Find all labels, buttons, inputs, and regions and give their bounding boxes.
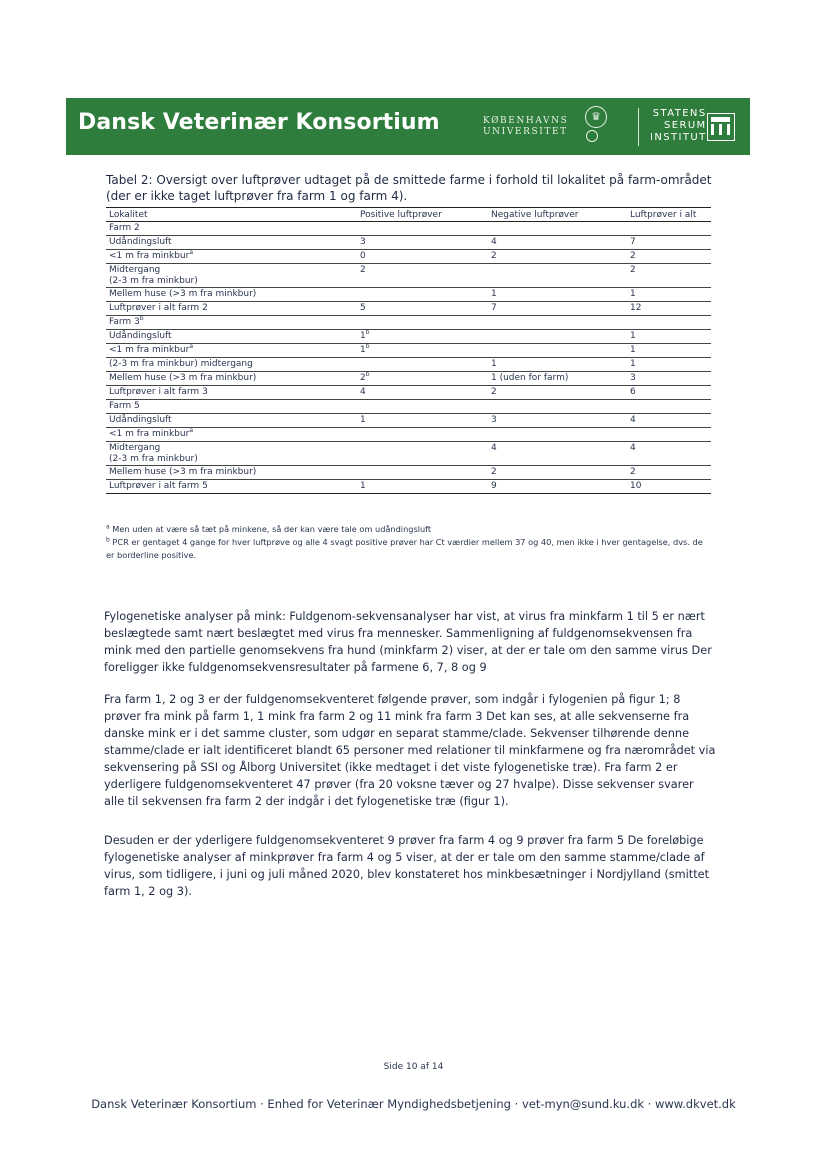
cell-location [106, 316, 357, 330]
university-seal-icon: ♛ [585, 106, 607, 128]
cell-negative: 2 [488, 386, 627, 400]
cell-positive-value: 2 [360, 373, 366, 383]
cell-location-text: <1 m fra minkbur [109, 345, 190, 355]
table-row [106, 480, 711, 494]
cell-total: 4 [627, 414, 711, 428]
footnote-marker: a [189, 249, 193, 256]
footnote-a-text: Men uden at være så tæt på minkene, så der kan være tale om udåndingsluft [112, 524, 432, 534]
cell-total: 1 [627, 330, 711, 344]
cell-negative [488, 330, 627, 344]
cell-positive [357, 466, 488, 480]
table-caption [106, 172, 718, 204]
cell-location: Mellem huse (>3 m fra minkbur) [106, 466, 357, 480]
university-name [483, 116, 568, 138]
cell-positive: 3 [357, 236, 488, 250]
cell-location: Udåndingsluft [106, 330, 357, 344]
cell-negative: 2 [488, 250, 627, 264]
paragraph-farm-sequencing: Fra farm 1, 2 og 3 er der fuldgenomsekventeret følgende prøver, som indgår i fylogenien på figur 1; 8 prøver fra mink på farm 1, 1 mink fra farm 2 og 11 mink fra farm 3 Det kan ses, at alle sekvenserne fra danske mink er i det samme cluster, som udgør en separat stamme/clade. Sekvenser tilhørende denne stamme/clade er ialt identificeret blandt 65 personer med relationer til minkfarmene og fra nærområdet via sekvensering på SSI og Ålborg Universitet (ikke medtaget i det viste fylogenetiske træ). Fra farm 2 er yderligere fuldgenomsekventeret 47 prøver (fra 20 voksne tæver og 27 hvalpe). Disse sekvenser svarer alle til sekvensen fra farm 2 der indgår i det fylogenetiske træ (figur 1). [104, 693, 716, 808]
cell-total: 2 [627, 250, 711, 264]
col-header-positive: Positive luftprøver [357, 208, 488, 222]
ssi-line-3: INSTITUT [650, 132, 707, 143]
cell-total [627, 222, 711, 236]
cell-positive [357, 288, 488, 302]
cell-positive [357, 442, 488, 466]
paragraph-additional-sequencing: Desuden er der yderligere fuldgenomsekventeret 9 prøver fra farm 4 og 9 prøver fra farm 5 De foreløbige fylogenetiske analyser af minkprøver fra farm 4 og 5 viser, at der er tale om den samme stamme/clade af virus, som tidligere, i juni og juli måned 2020, blev konstateret hos minkbesætninger i Nordjylland (smittet farm 1, 2 og 3). [104, 834, 710, 898]
table-row [106, 400, 711, 414]
table-header-row [106, 208, 711, 222]
table-row [106, 288, 711, 302]
caption-text: Oversigt over luftprøver udtaget på de smittede farme i forhold til lokalitet på farm-området (der er ikke taget luftprøver fra farm 1 og farm 4). [106, 173, 712, 203]
cell-positive [357, 358, 488, 372]
table-row [106, 372, 711, 386]
cell-positive [357, 372, 488, 386]
cell-location: Luftprøver i alt farm 2 [106, 302, 357, 316]
cell-location: Farm 2 [106, 222, 357, 236]
cell-positive: 1 [357, 414, 488, 428]
cell-location: (2-3 m fra minkbur) midtergang [106, 358, 357, 372]
cell-positive: 4 [357, 386, 488, 400]
cell-positive [357, 344, 488, 358]
university-small-seal-icon [586, 130, 598, 142]
cell-negative: 2 [488, 466, 627, 480]
footnote-marker: b [139, 315, 144, 322]
cell-positive [357, 222, 488, 236]
paragraph-phylogenetic-analyses: Fylogenetiske analyser på mink: Fuldgenom-sekvensanalyser har vist, at virus fra minkfarm 1 til 5 er nært beslægtede samt nært beslægtet med virus fra mennesker. Sammenligning af fuldgenomsekvensen fra mink med den partielle genomsekvens fra hund (minkfarm 2) viser, at der er tale om den samme virus Der foreligger ikke fuldgenomsekvensresultater på farmene 6, 7, 8 og 9 [104, 610, 712, 674]
table-row [106, 222, 711, 236]
cell-positive: 2 [357, 264, 488, 288]
cell-negative: 1 [488, 358, 627, 372]
cell-total: 12 [627, 302, 711, 316]
caption-label: Tabel 2: [106, 173, 153, 187]
footnote-b [106, 536, 711, 562]
cell-location: Udåndingsluft [106, 236, 357, 250]
cell-positive [357, 400, 488, 414]
table-row [106, 316, 711, 330]
cell-negative: 7 [488, 302, 627, 316]
cell-negative [488, 222, 627, 236]
cell-location: Udåndingsluft [106, 414, 357, 428]
cell-negative [488, 344, 627, 358]
cell-total: 1 [627, 358, 711, 372]
cell-total: 10 [627, 480, 711, 494]
cell-total: 1 [627, 344, 711, 358]
cell-location [106, 250, 357, 264]
col-header-total: Luftprøver i alt [627, 208, 711, 222]
cell-positive-value: 1 [360, 345, 366, 355]
table-row [106, 358, 711, 372]
table-row [106, 250, 711, 264]
cell-total: 2 [627, 264, 711, 288]
cell-total: 6 [627, 386, 711, 400]
cell-negative: 3 [488, 414, 627, 428]
col-header-negative: Negative luftprøver [488, 208, 627, 222]
cell-location-text: Farm 3 [109, 317, 140, 327]
table-row [106, 386, 711, 400]
cell-negative [488, 428, 627, 442]
cell-negative [488, 400, 627, 414]
cell-negative [488, 264, 627, 288]
cell-positive [357, 330, 488, 344]
footnote-marker: a [189, 427, 193, 434]
footnote-a [106, 523, 711, 536]
cell-location: Mellem huse (>3 m fra minkbur) [106, 288, 357, 302]
cell-location: Luftprøver i alt farm 3 [106, 386, 357, 400]
col-header-location: Lokalitet [106, 208, 357, 222]
cell-total: 2 [627, 466, 711, 480]
cell-total: 3 [627, 372, 711, 386]
cell-location-text: <1 m fra minkbur [109, 429, 190, 439]
cell-location [106, 428, 357, 442]
footnote-marker: a [106, 523, 110, 531]
cell-location [106, 344, 357, 358]
cell-negative: 4 [488, 442, 627, 466]
page-footer: Dansk Veterinær Konsortium · Enhed for Veterinær Myndighedsbetjening · vet-myn@sund.ku.dk · www.dkvet.dk [91, 1097, 736, 1111]
cell-location [106, 442, 357, 466]
footnote-marker: a [189, 343, 193, 350]
cell-total [627, 316, 711, 330]
table-row [106, 428, 711, 442]
table-row [106, 302, 711, 316]
air-samples-table [106, 207, 711, 494]
cell-negative: 4 [488, 236, 627, 250]
cell-total [627, 428, 711, 442]
footnote-b-text: PCR er gentaget 4 gange for hver luftprøve og alle 4 svagt positive prøver har Ct værdier mellem 37 og 40, men ikke i hver gentagelse, dvs. de er borderline positive. [106, 537, 703, 560]
cell-positive: 5 [357, 302, 488, 316]
consortium-title: Dansk Veterinær Konsortium [78, 110, 440, 135]
table-row [106, 414, 711, 428]
cell-location: Luftprøver i alt farm 5 [106, 480, 357, 494]
university-line-1: KØBENHAVNS [483, 116, 569, 126]
cell-negative: 9 [488, 480, 627, 494]
university-line-2: UNIVERSITET [483, 127, 568, 137]
footnote-marker: b [365, 329, 370, 336]
cell-total: 1 [627, 288, 711, 302]
cell-location-text: <1 m fra minkbur [109, 251, 190, 261]
cell-positive: 1 [357, 480, 488, 494]
ssi-name [650, 108, 707, 144]
ssi-line-1: STATENS [652, 108, 707, 119]
table-row [106, 466, 711, 480]
table-row [106, 330, 711, 344]
cell-location-text: Midtergang [109, 443, 161, 453]
cell-positive: 0 [357, 250, 488, 264]
table-row [106, 344, 711, 358]
cell-location-text: Midtergang [109, 265, 161, 275]
ssi-building-icon [707, 113, 735, 141]
cell-location: Mellem huse (>3 m fra minkbur) [106, 372, 357, 386]
ssi-line-2: SERUM [664, 120, 707, 131]
cell-positive-value: 1 [360, 331, 366, 341]
cell-location-subtext: (2-3 m fra minkbur) [109, 454, 198, 464]
table-row [106, 264, 711, 288]
cell-total: 7 [627, 236, 711, 250]
footnote-marker: b [365, 371, 370, 378]
footnote-marker: b [106, 536, 110, 544]
cell-positive [357, 428, 488, 442]
cell-total [627, 400, 711, 414]
cell-negative [488, 316, 627, 330]
cell-negative: 1 (uden for farm) [488, 372, 627, 386]
table-row [106, 236, 711, 250]
footnote-marker: b [365, 343, 370, 350]
cell-negative: 1 [488, 288, 627, 302]
cell-total: 4 [627, 442, 711, 466]
cell-positive [357, 316, 488, 330]
header-divider [638, 108, 639, 146]
table-row [106, 442, 711, 466]
cell-location [106, 264, 357, 288]
header-banner [66, 98, 750, 155]
table-footnotes [106, 523, 711, 562]
page-number: Side 10 af 14 [383, 1062, 444, 1072]
cell-location: Farm 5 [106, 400, 357, 414]
cell-location-subtext: (2-3 m fra minkbur) [109, 276, 198, 286]
